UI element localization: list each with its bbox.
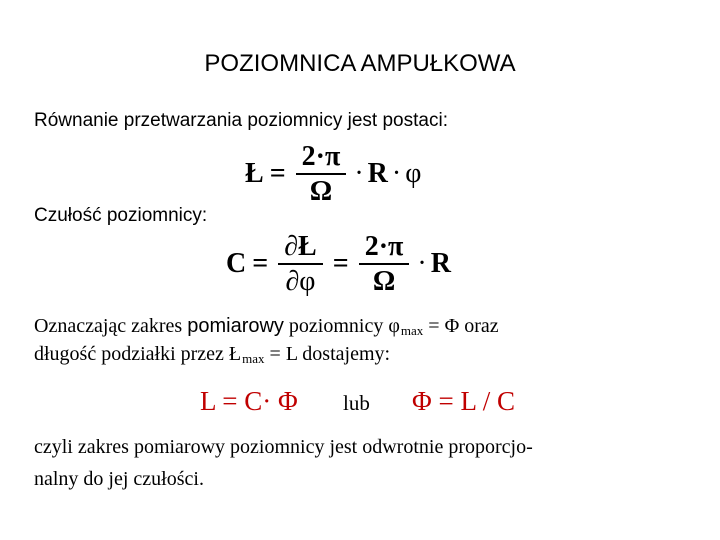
eq2-r: R xyxy=(430,248,451,280)
sensitivity-label: Czułość poziomnicy: xyxy=(34,205,208,226)
eq1-fraction xyxy=(296,142,347,207)
conclusion-line-1: czyli zakres pomiarowy poziomnicy jest odwrotnie proporcjo- xyxy=(34,436,533,458)
eq1-r: R xyxy=(367,158,388,190)
eq2-numerator-2: 2·π xyxy=(359,232,410,265)
sensitivity-equation xyxy=(226,232,451,297)
para1-d: = Φ oraz xyxy=(423,315,499,337)
page-title: POZIOMNICA AMPUŁKOWA xyxy=(204,50,516,77)
eq1-numerator: 2·π xyxy=(296,142,347,175)
para1-sub: max xyxy=(400,323,424,338)
eq2-denominator-1: ∂φ xyxy=(285,266,316,298)
eq1-phi: φ xyxy=(405,158,422,190)
eq1-equals: = xyxy=(269,158,286,190)
eq2-equals-1: = xyxy=(252,248,269,280)
eq2-denominator-2: Ω xyxy=(372,266,396,298)
paragraph-scale-length xyxy=(34,340,390,373)
eq2-equals-2: = xyxy=(332,248,349,280)
eq2-fraction xyxy=(359,232,410,297)
eq1-denominator: Ω xyxy=(309,176,333,208)
eq2-numerator-1: ∂Ł xyxy=(278,232,323,265)
para1-phi: φ xyxy=(388,315,400,337)
result-or-word: lub xyxy=(343,391,370,415)
para1-c: poziomnicy xyxy=(283,315,389,337)
eq1-lhs: Ł xyxy=(245,158,264,190)
para2-a: długość podziałki przez Ł xyxy=(34,343,242,365)
eq2-derivative-fraction xyxy=(278,232,323,297)
conclusion-line-2: nalny do jej czułości. xyxy=(34,468,204,490)
para2-sub: max xyxy=(242,351,265,366)
para2-b: = L dostajemy: xyxy=(264,343,391,365)
eq1-dot: · xyxy=(354,158,364,190)
eq2-lhs: C xyxy=(226,248,247,280)
eq2-dot: · xyxy=(417,248,427,280)
eq1-dot2: · xyxy=(391,158,402,190)
intro-text: Równanie przetwarzania poziomnicy jest postaci: xyxy=(34,110,448,131)
conversion-equation xyxy=(245,142,421,207)
para1-b: pomiarowy xyxy=(187,315,284,337)
result-equation-right: Φ = L / C xyxy=(412,386,515,416)
para1-a: Oznaczając zakres xyxy=(34,315,188,337)
result-equation-left: L = C· Φ xyxy=(200,386,298,416)
